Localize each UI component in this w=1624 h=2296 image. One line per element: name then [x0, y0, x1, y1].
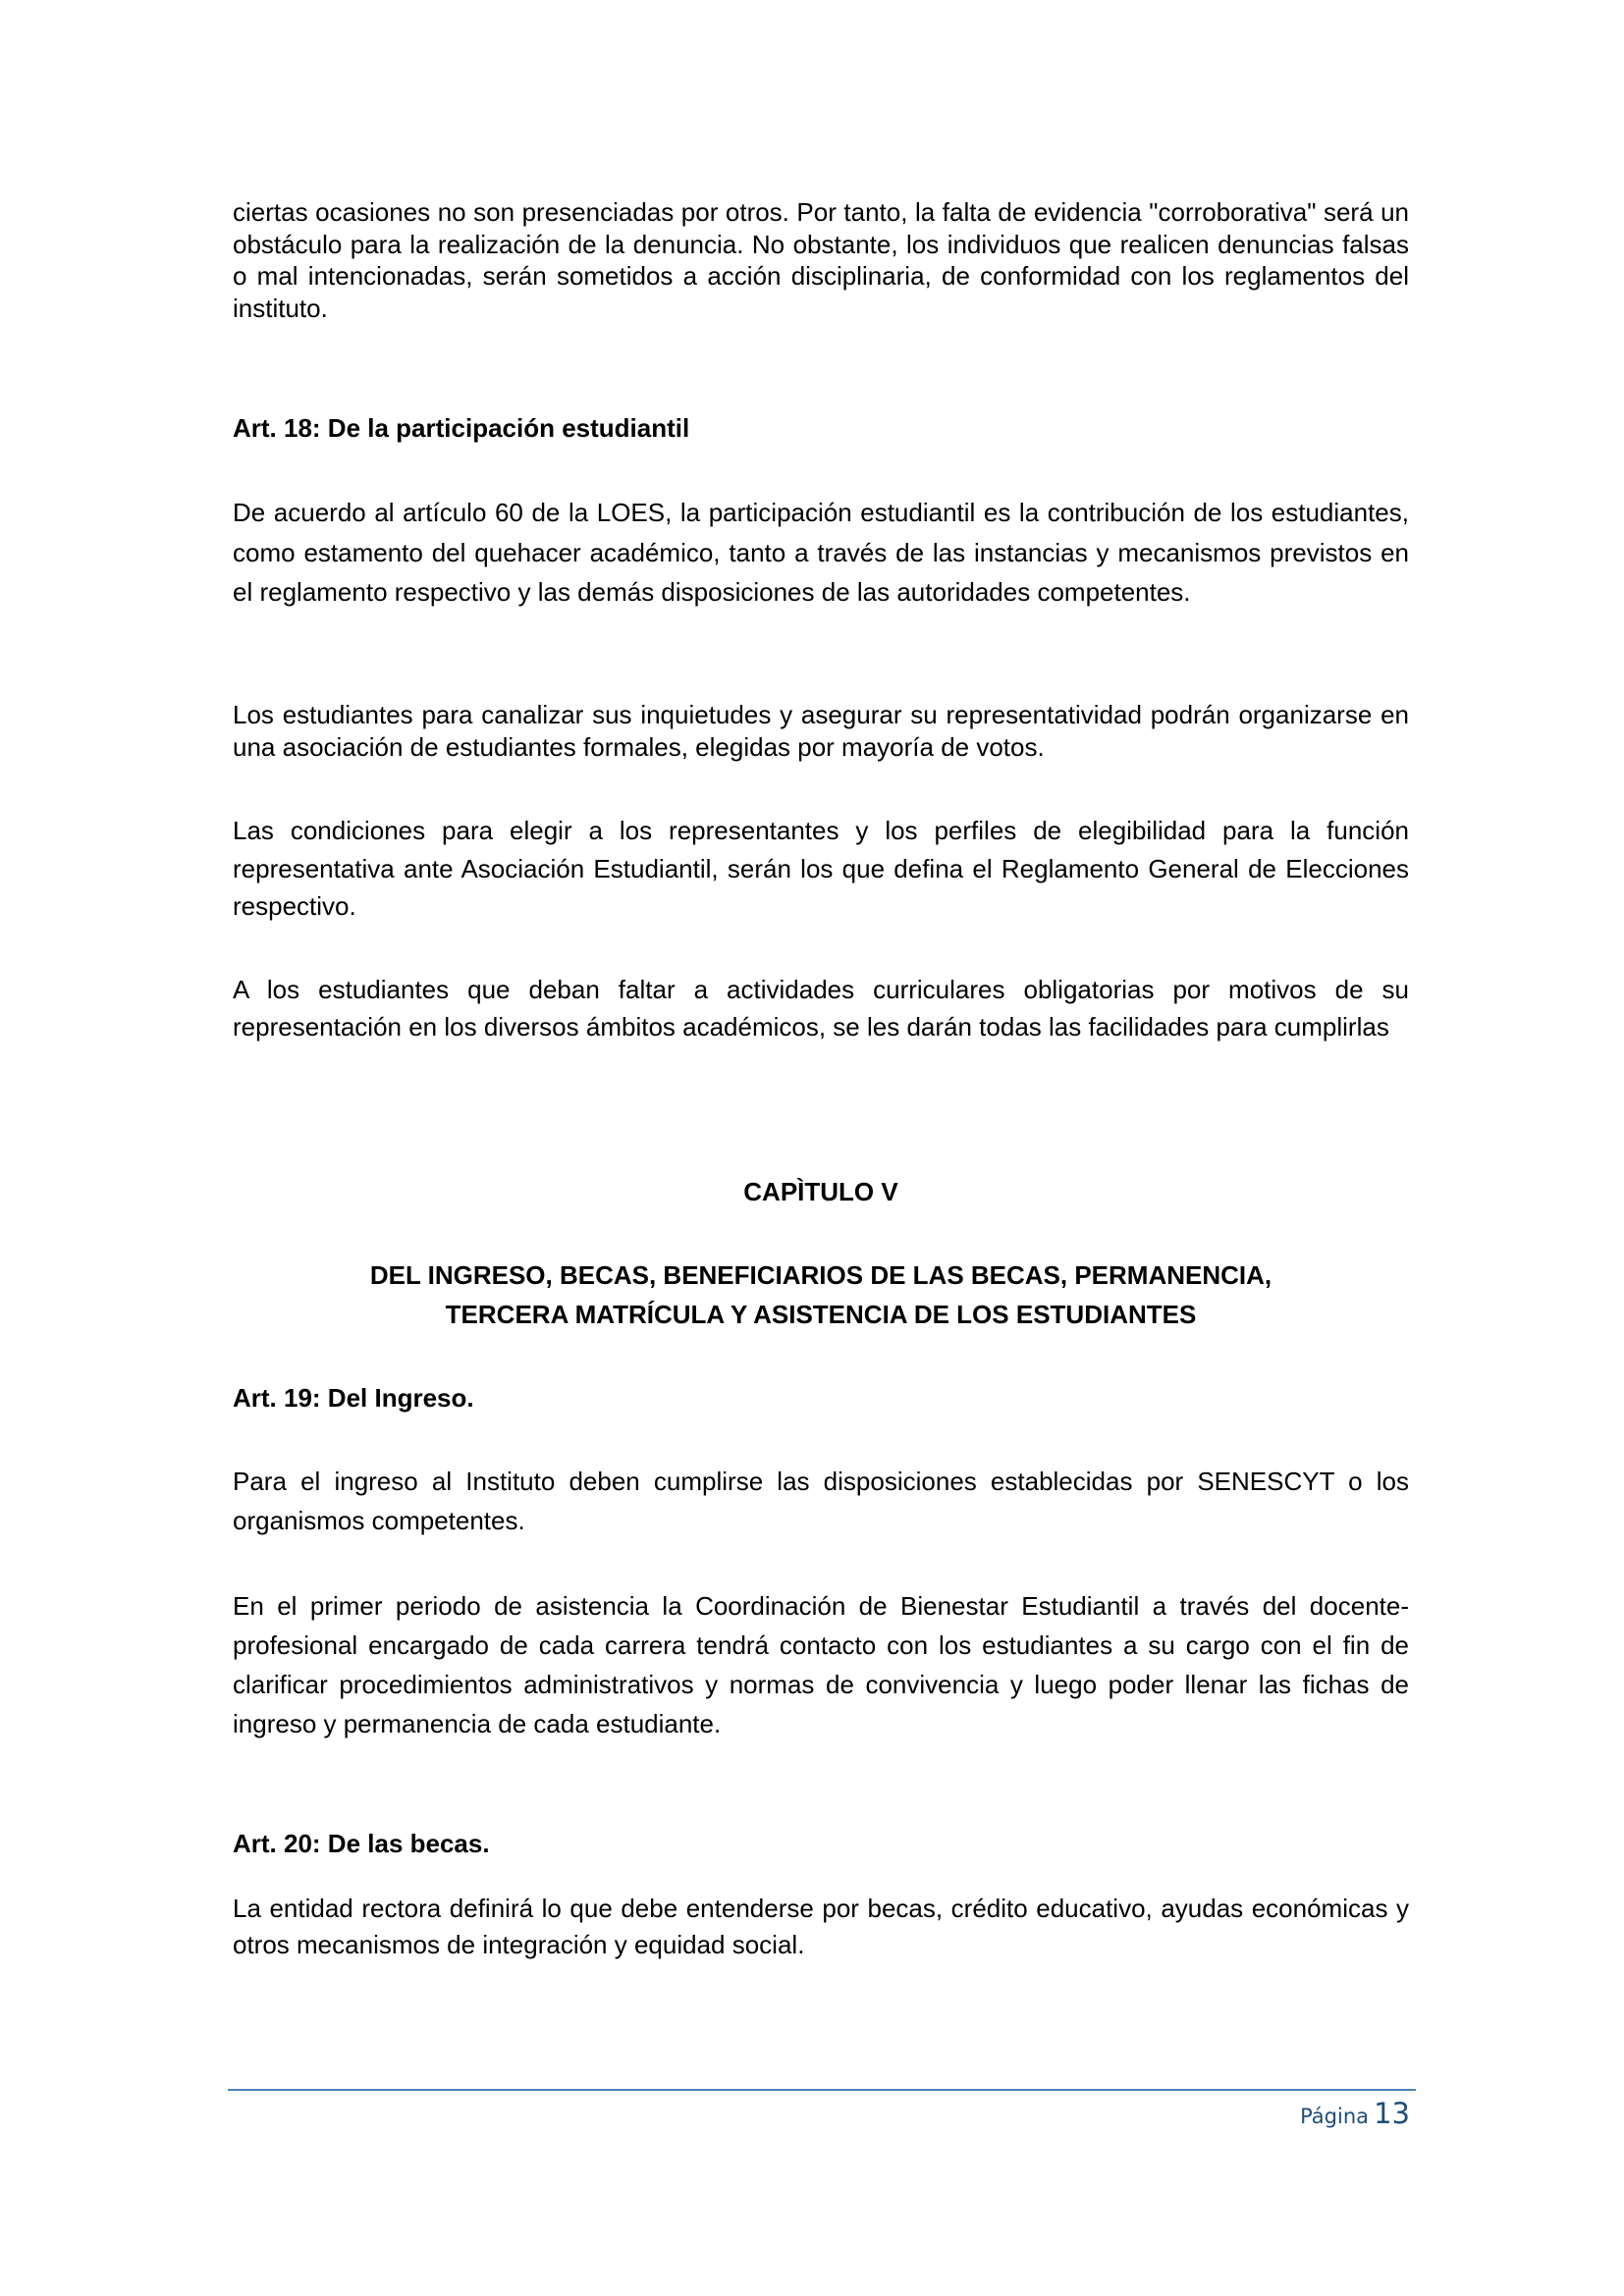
- article-20-paragraph-1: La entidad rectora definirá lo que debe entenderse por becas, crédito educativo, ayudas económicas y otros mecanismos de integración y equidad social.: [233, 1894, 1409, 1959]
- chapter-title-line-2: TERCERA MATRÍCULA Y ASISTENCIA DE LOS ESTUDIANTES: [445, 1300, 1197, 1329]
- paragraph-continuation: ciertas ocasiones no son presenciadas por otros. Por tanto, la falta de evidencia "corroborativa" será un obstáculo para la realización de la denuncia. No obstante, los individuos que realicen denuncias falsas o mal intencionadas, serán sometidos a acción disciplinaria, de conformidad con los reglamentos del instituto.: [233, 197, 1409, 323]
- footer-divider: [228, 2089, 1416, 2091]
- article-19-paragraph-2: En el primer periodo de asistencia la Coordinación de Bienestar Estudiantil a través del docente-profesional encargado de cada carrera tendrá contacto con los estudiantes a su cargo con el fin de clarificar procedimientos administrativos y normas de convivencia y luego poder llenar las fichas de ingreso y permanencia de cada estudiante.: [233, 1591, 1409, 1738]
- article-18-heading: Art. 18: De la participación estudiantil: [233, 413, 690, 443]
- chapter-title-line-1: DEL INGRESO, BECAS, BENEFICIARIOS DE LAS BECAS, PERMANENCIA,: [369, 1260, 1272, 1290]
- article-19-paragraph-1: Para el ingreso al Instituto deben cumplirse las disposiciones establecidas por SENESCYT o los organismos competentes.: [233, 1467, 1409, 1535]
- page-number: [1300, 2097, 1410, 2130]
- article-18-paragraph-3: Las condiciones para elegir a los representantes y los perfiles de elegibilidad para la función representativa ante Asociación Estudiantil, serán los que defina el Reglamento General de Elecciones respectivo.: [233, 816, 1409, 921]
- article-20-heading: Art. 20: De las becas.: [233, 1829, 490, 1858]
- article-19-heading: Art. 19: Del Ingreso.: [233, 1383, 474, 1413]
- chapter-number: CAPÌTULO V: [743, 1177, 898, 1206]
- page-number-value: 13: [1374, 2097, 1410, 2130]
- article-18-paragraph-1: De acuerdo al artículo 60 de la LOES, la participación estudiantil es la contribución de los estudiantes, como estamento del quehacer académico, tanto a través de las instancias y mecanismos previstos en el reglamento respectivo y las demás disposiciones de las autoridades competentes.: [233, 498, 1409, 607]
- chapter-title: [233, 1255, 1409, 1334]
- article-18-paragraph-2: Los estudiantes para canalizar sus inquietudes y asegurar su representatividad podrán organizarse en una asociación de estudiantes formales, elegidas por mayoría de votos.: [233, 700, 1409, 762]
- article-18-paragraph-4: A los estudiantes que deban faltar a actividades curriculares obligatorias por motivos de su representación en los diversos ámbitos académicos, se les darán todas las facilidades para cumplirlas: [233, 975, 1409, 1041]
- page-label: Página: [1300, 2105, 1369, 2128]
